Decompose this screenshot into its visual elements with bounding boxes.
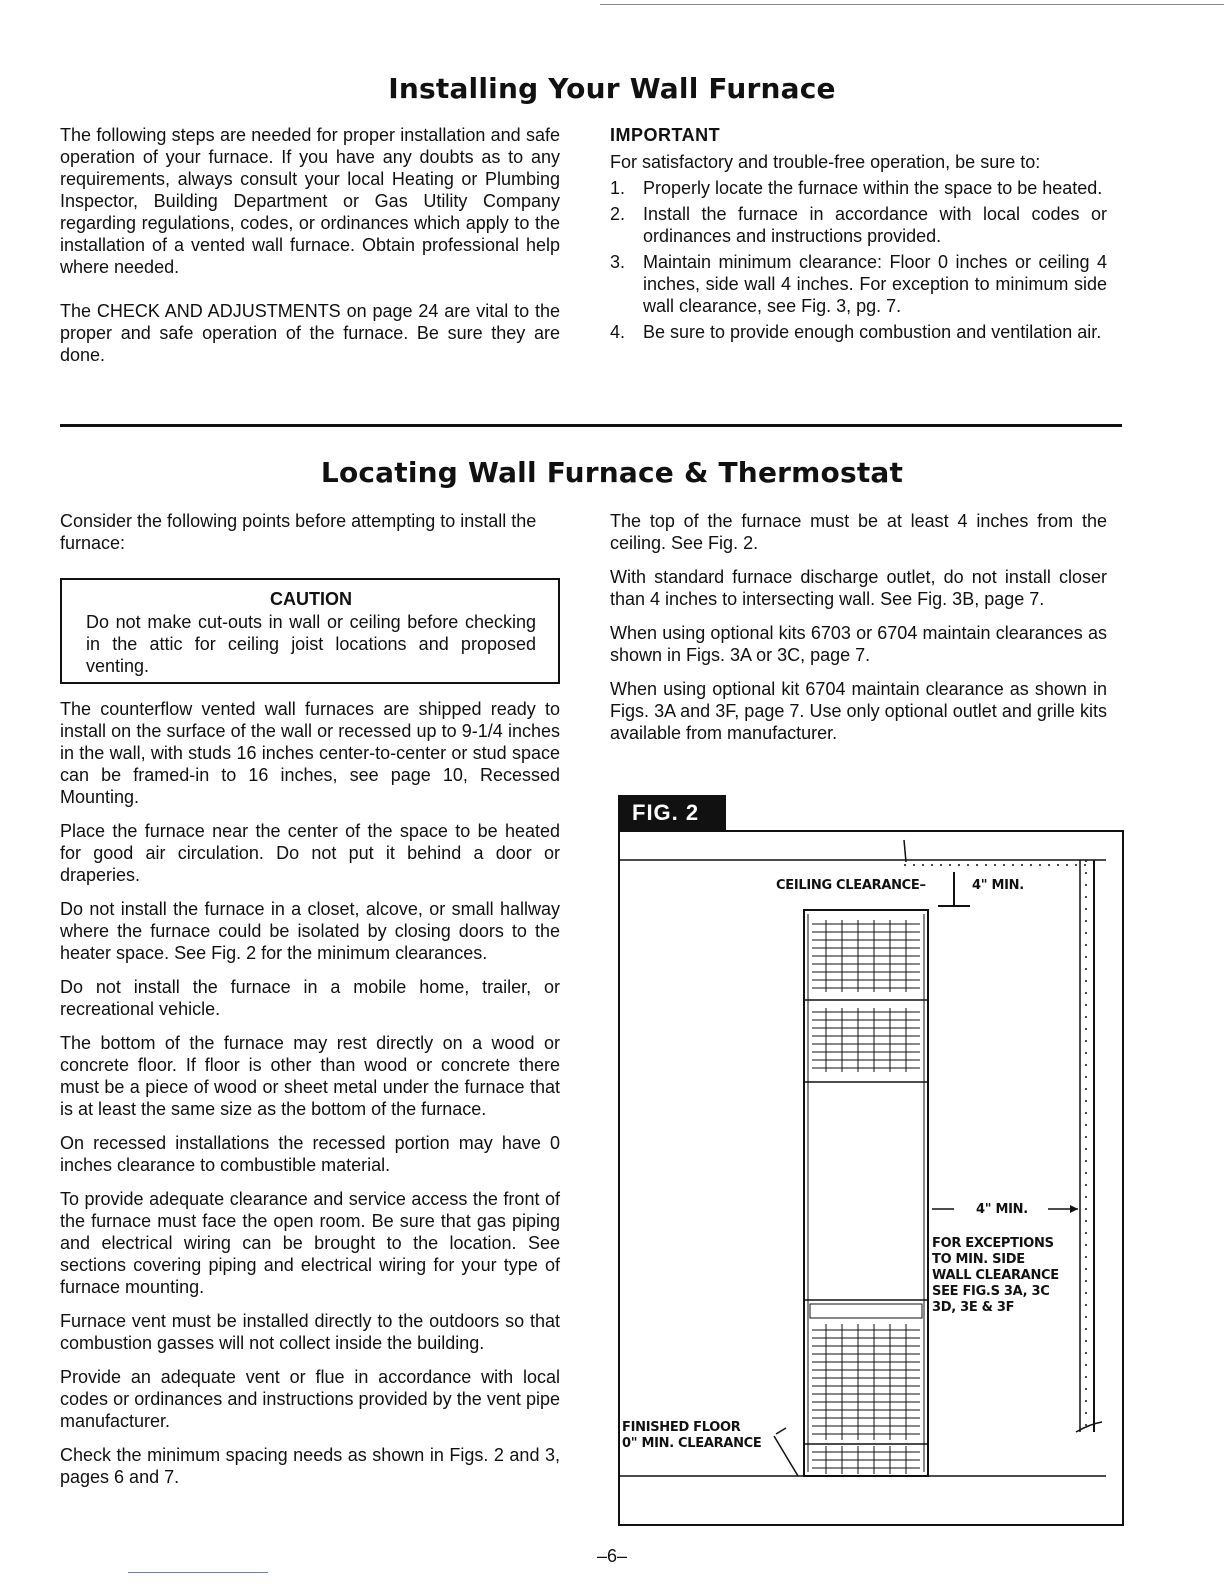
caution-text: Do not make cut-outs in wall or ceiling before checking in the attic for ceiling joist locations and proposed venting. [86, 612, 536, 676]
lower-grille [812, 1324, 920, 1440]
vent-stub [904, 840, 906, 862]
important-heading: IMPORTANT [610, 125, 721, 145]
page-number: –6– [596, 1546, 628, 1566]
top-rule [600, 4, 1224, 5]
ceiling-min-label: 4" MIN. [972, 878, 1024, 893]
control-panel [810, 1304, 922, 1318]
locating-paragraph: To provide adequate clearance and service access the front of the furnace must face the open room. Be sure that gas piping and electrical wiring can be brought to the location. See sections covering piping and electrical wiring for your type of furnace mounting. [60, 1189, 560, 1297]
locating-left-column [60, 698, 560, 1500]
locating-paragraph: Check the minimum spacing needs as shown in Figs. 2 and 3, pages 6 and 7. [60, 1445, 560, 1487]
caution-heading: CAUTION [270, 589, 352, 609]
ceiling-clearance-label: CEILING CLEARANCE– [776, 878, 926, 893]
install-paragraph: The CHECK AND ADJUSTMENTS on page 24 are vital to the proper and safe operation of the furnace. Be sure they are done. [60, 301, 560, 365]
locating-paragraph: With standard furnace discharge outlet, do not install closer than 4 inches to intersecting wall. See Fig. 3B, page 7. [610, 567, 1107, 609]
figure-2-diagram [618, 830, 1124, 1526]
locating-paragraph: Furnace vent must be installed directly to the outdoors so that combustion gasses will not collect inside the building. [60, 1311, 560, 1353]
list-item: 2. Install the furnace in accordance with local codes or ordinances and instructions provided. [610, 204, 1107, 246]
installing-title: Installing Your Wall Furnace [388, 72, 836, 105]
install-left-column [60, 124, 560, 378]
section-divider [60, 424, 1122, 427]
important-intro: For satisfactory and trouble-free operation, be sure to: [610, 152, 1041, 172]
locating-right-column [610, 510, 1107, 756]
locating-title: Locating Wall Furnace & Thermostat [320, 456, 904, 489]
footer-rule [128, 1572, 268, 1573]
figure-label: FIG. 2 [618, 795, 726, 830]
locating-paragraph: The top of the furnace must be at least 4 inches from the ceiling. See Fig. 2. [610, 511, 1107, 553]
locating-paragraph: On recessed installations the recessed portion may have 0 inches clearance to combustible material. [60, 1133, 560, 1175]
floor-leader-b [774, 1436, 798, 1476]
side-dim-arrowhead [1070, 1205, 1078, 1213]
list-item: 1. Properly locate the furnace within the space to be heated. [610, 178, 1103, 198]
base-grille [812, 1446, 920, 1474]
locating-paragraph: Do not install the furnace in a closet, alcove, or small hallway where the furnace could be isolated by closing doors to the heater space. See Fig. 2 for the minimum clearances. [60, 899, 560, 963]
locating-paragraph: The counterflow vented wall furnaces are shipped ready to install on the surface of the wall or recessed up to 9-1/4 inches in the wall, with studs 16 inches center-to-center or stud space can be framed-in to 16 inches, see page 10, Recessed Mounting. [60, 699, 560, 807]
exceptions-note: FOR EXCEPTIONS TO MIN. SIDE WALL CLEARANCE SEE FIG.S 3A, 3C 3D, 3E & 3F [932, 1236, 1059, 1315]
locating-paragraph: Place the furnace near the center of the space to be heated for good air circulation. Do not put it behind a door or draperies. [60, 821, 560, 885]
locating-paragraph: When using optional kit 6704 maintain clearance as shown in Figs. 3A and 3F, page 7. Use only optional outlet and grille kits available from manufacturer. [610, 679, 1107, 743]
install-paragraph: The following steps are needed for proper installation and safe operation of your furnace. If you have any doubts as to any requirements, always consult your local Heating or Plumbing Inspector, Building Department or Gas Utility Company regarding regulations, codes, or ordinances which apply to the installation of a vented wall furnace. Obtain professional help where needed. [60, 125, 560, 277]
locating-paragraph: Do not install the furnace in a mobile home, trailer, or recreational vehicle. [60, 977, 560, 1019]
locating-intro: Consider the following points before attempting to install the furnace: [60, 511, 537, 553]
locating-paragraph: The bottom of the furnace may rest directly on a wood or concrete floor. If floor is other than wood or concrete there must be a piece of wood or sheet metal under the furnace that is at least the same size as the bottom of the furnace. [60, 1033, 560, 1119]
locating-paragraph: Provide an adequate vent or flue in accordance with local codes or ordinances and instructions provided by the vent pipe manufacturer. [60, 1367, 560, 1431]
caution-box [60, 578, 560, 684]
side-min-label: 4" MIN. [976, 1202, 1028, 1217]
floor-clearance-note: FINISHED FLOOR 0" MIN. CLEARANCE [622, 1420, 762, 1451]
middle-grille [812, 1008, 920, 1072]
important-column [610, 124, 1107, 347]
furnace-body [804, 910, 928, 1476]
list-item: 3. Maintain minimum clearance: Floor 0 inches or ceiling 4 inches, side wall 4 inches. For exception to minimum side wall clearance, see Fig. 3, pg. 7. [610, 252, 1107, 316]
locating-paragraph: When using optional kits 6703 or 6704 maintain clearances as shown in Figs. 3A or 3C, page 7. [610, 623, 1107, 665]
list-item: 4. Be sure to provide enough combustion and ventilation air. [610, 322, 1102, 342]
floor-leader-a [776, 1428, 786, 1434]
important-steps [610, 177, 1107, 343]
upper-grille [812, 920, 920, 992]
